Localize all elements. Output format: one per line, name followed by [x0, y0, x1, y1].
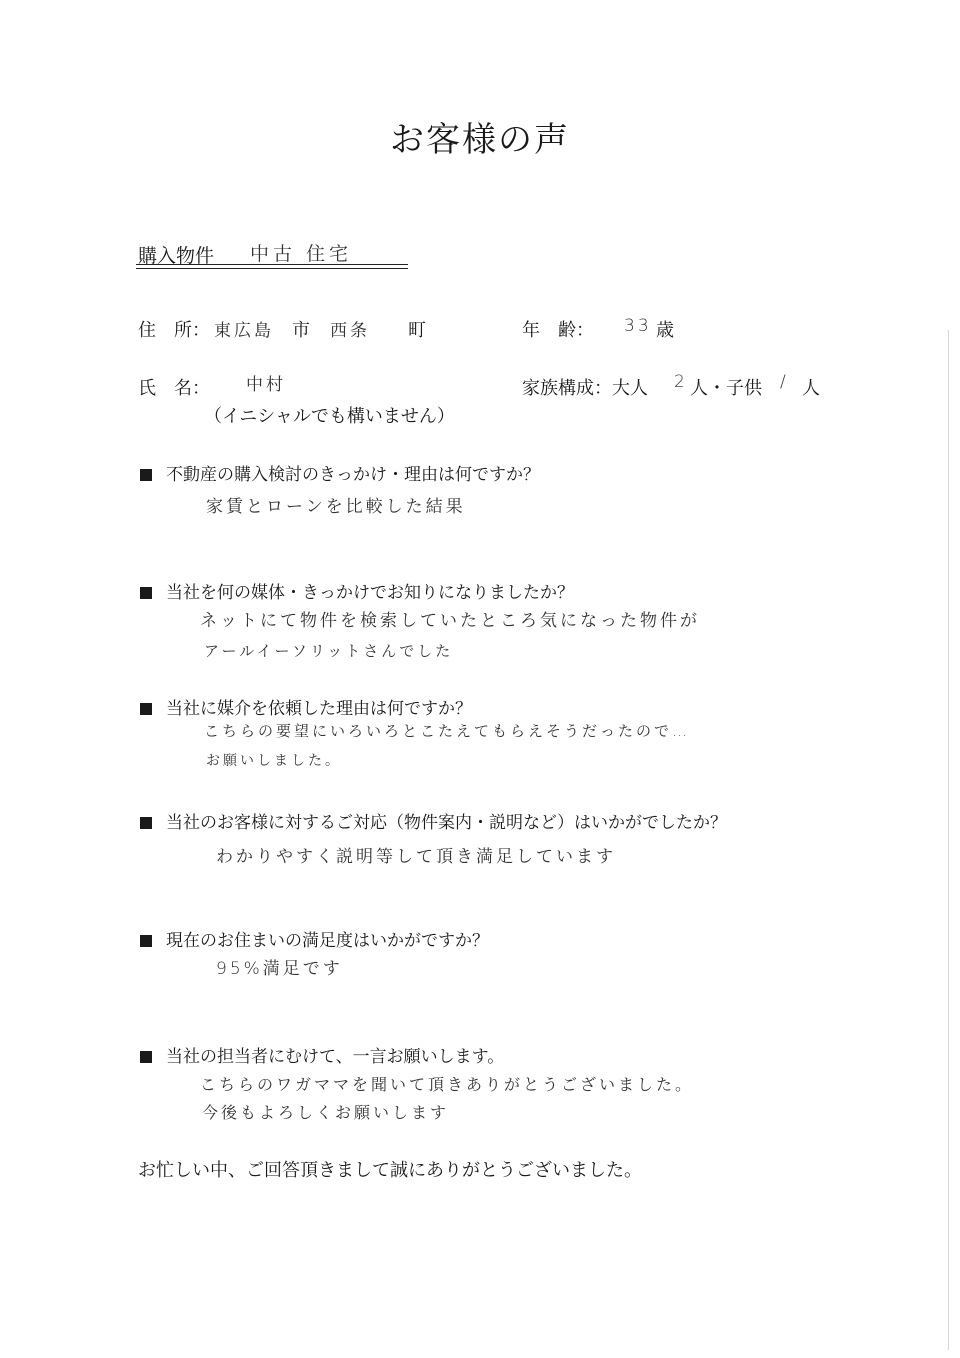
family-label: 家族構成：大人: [522, 378, 648, 399]
question-1: 不動産の購入検討のきっかけ・理由は何ですか？: [140, 460, 540, 485]
answer-2-line-2: アールイーソリットさんでした: [204, 642, 454, 660]
property-label: 購入物件: [138, 245, 215, 267]
property-value: 中古 住宅: [250, 243, 353, 265]
bullet-icon: [140, 587, 152, 599]
property-underline-2: [136, 268, 408, 269]
question-3: 当社に媒介を依頼した理由は何ですか？: [140, 694, 472, 719]
bullet-icon: [140, 817, 152, 829]
bullet-icon: [140, 703, 152, 715]
address-town-label: 町: [408, 320, 426, 341]
address-town-value: 西条: [330, 321, 370, 341]
name-value: 中村: [246, 375, 286, 395]
question-6: 当社の担当者にむけて、一言お願いします。: [140, 1042, 504, 1067]
age-unit: 歳: [656, 320, 674, 341]
answer-1-line-1: 家賃とローンを比較した結果: [206, 497, 466, 517]
bullet-icon: [140, 469, 152, 481]
page-title: お客様の声: [390, 120, 570, 160]
answer-3-line-1: こちらの要望にいろいろとこたえてもらえそうだったので…: [204, 722, 691, 740]
family-children: /: [780, 372, 789, 392]
question-4: 当社のお客様に対するご対応（物件案内・説明など）はいかがでしたか？: [140, 808, 727, 833]
age-value: 33: [624, 316, 652, 336]
address-label: 住 所：: [138, 320, 210, 341]
answer-5-line-1: 95%満足です: [216, 959, 343, 979]
name-label: 氏 名：: [138, 378, 210, 399]
question-2: 当社を何の媒体・きっかけでお知りになりましたか？: [140, 578, 574, 603]
property-underline: [136, 264, 408, 265]
scan-edge-line: [948, 330, 949, 1350]
family-children-unit: 人: [802, 378, 820, 399]
question-5: 現在のお住まいの満足度はいかがですか？: [140, 926, 489, 951]
answer-3-line-2: お願いしました。: [206, 753, 342, 769]
closing-message: お忙しい中、ご回答頂きまして誠にありがとうございました。: [138, 1160, 642, 1181]
name-note: （イニシャルでも構いません）: [204, 406, 455, 427]
bullet-icon: [140, 1051, 152, 1063]
answer-2-line-1: ネットにて物件を検索していたところ気になった物件が: [200, 611, 700, 631]
family-adults-unit: 人・子供: [690, 378, 762, 399]
family-adults: 2: [674, 372, 688, 392]
age-label: 年 齢：: [522, 320, 594, 341]
address-city-value: 東広島: [214, 321, 274, 341]
answer-4-line-1: わかりやすく説明等して頂き満足しています: [216, 847, 616, 867]
answer-6-line-1: こちらのワガママを聞いて頂きありがとうございました。: [200, 1075, 695, 1094]
bullet-icon: [140, 935, 152, 947]
address-city-label: 市: [292, 320, 310, 341]
answer-6-line-2: 今後もよろしくお願いします: [202, 1103, 450, 1122]
